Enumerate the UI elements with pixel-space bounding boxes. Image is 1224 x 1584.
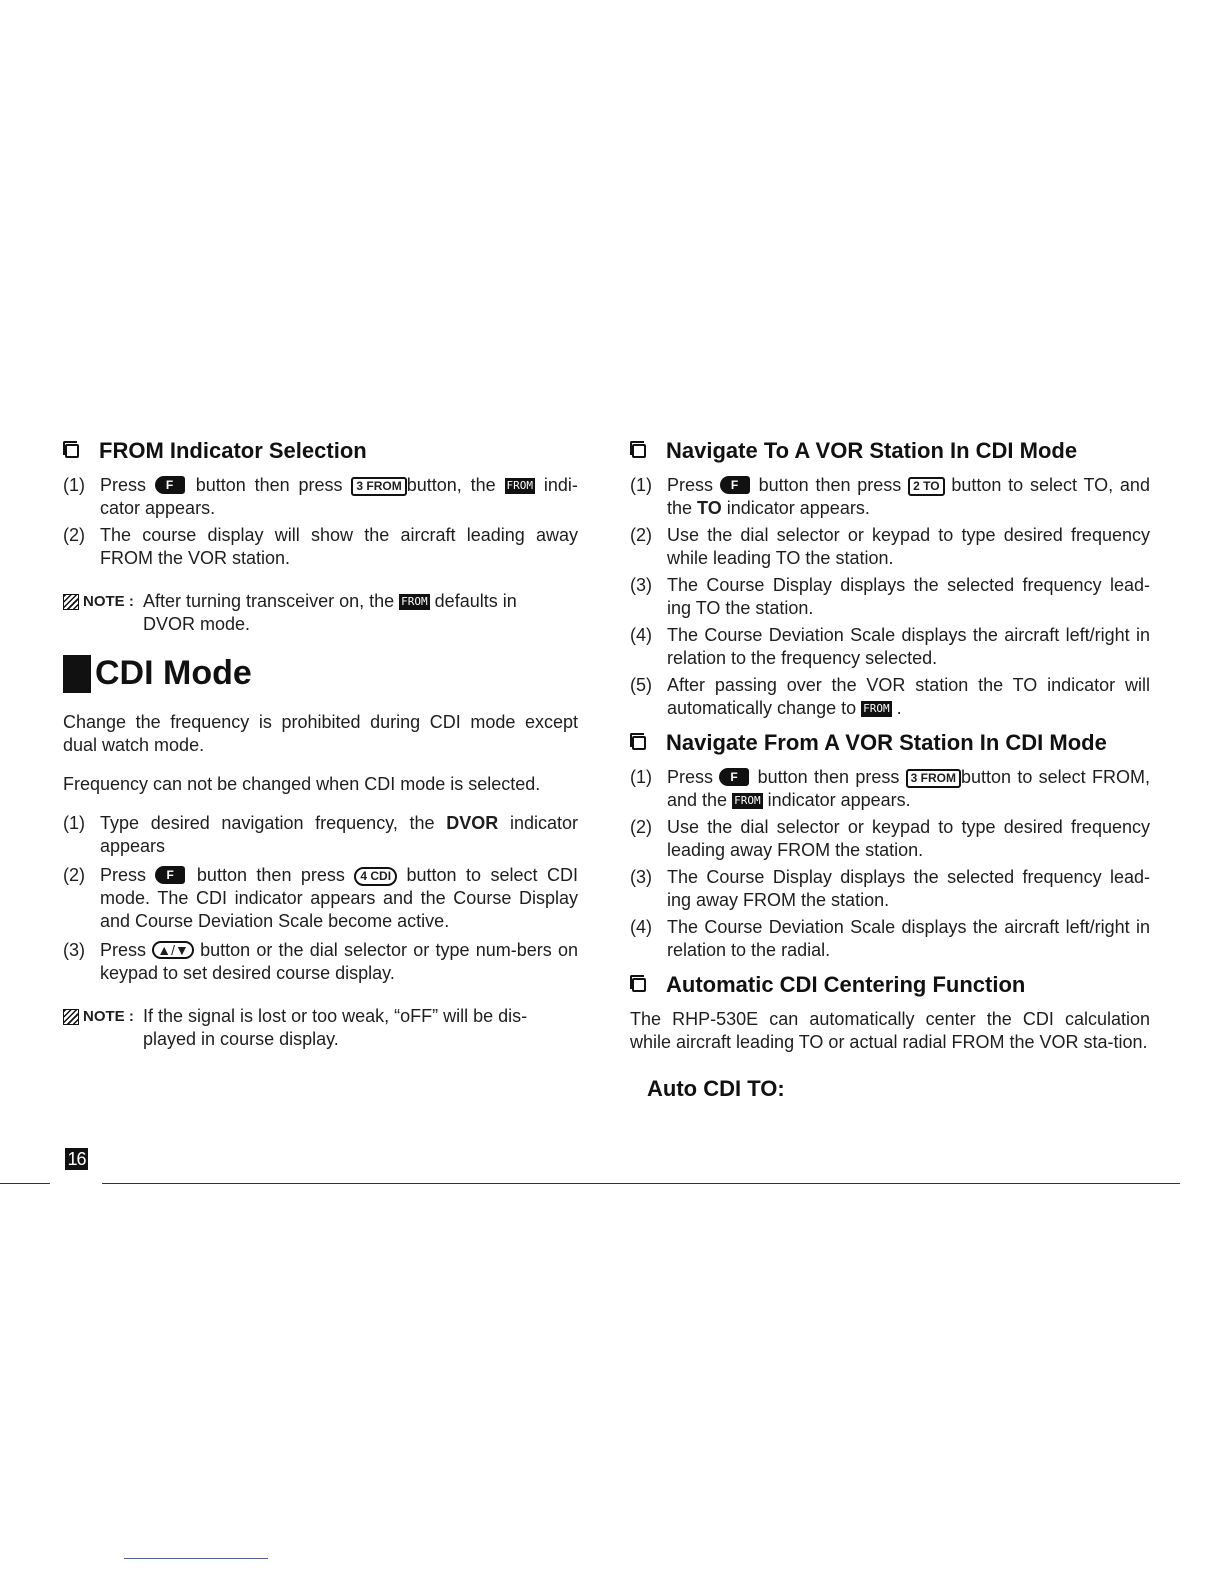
list-item: (2) Use the dial selector or keypad to type desired frequency leading away FROM the station. — [630, 817, 1150, 860]
note-icon — [63, 594, 79, 610]
cdi-paragraph-2: Frequency can not be changed when CDI mode is selected. — [63, 774, 541, 794]
list-item: (1) Press F button then press 3 FROM button to select FROM, and the FROM indicator appears. — [630, 766, 1150, 812]
from-indicator-icon: FROM — [506, 479, 534, 492]
right-column — [630, 436, 1150, 1102]
note-1: NOTE : After turning transceiver on, the FROM defaults in DVOR mode. — [63, 590, 578, 636]
f-key-icon — [720, 476, 750, 494]
navigate-to-steps — [630, 474, 1150, 720]
navigate-from-heading: Navigate From A VOR Station In CDI Mode — [630, 728, 1150, 758]
page-number: 16 — [65, 1148, 88, 1170]
f-key-icon — [155, 866, 185, 884]
list-item: (4) The Course Deviation Scale displays the aircraft left/right in relation to the radial. — [630, 917, 1150, 960]
footer-rule — [102, 1183, 1180, 1184]
list-item: (2) Press F button then press 4 CDI button to select CDI mode. The CDI indicator appears and the Course Display and Course Deviation Scale become active. — [63, 864, 578, 933]
to-key-icon: 2 TO — [908, 477, 944, 496]
list-item: (3) The Course Display displays the selected frequency lead-ing away FROM the station. — [630, 867, 1150, 910]
from-indicator-icon: FROM — [863, 702, 890, 715]
left-column — [63, 436, 578, 1051]
up-down-arrow-icon: ▲/▼ — [152, 941, 194, 959]
bottom-rule — [124, 1558, 268, 1559]
from-indicator-steps — [63, 474, 578, 570]
list-item: (4) The Course Deviation Scale displays the aircraft left/right in relation to the frequency selected. — [630, 625, 1150, 668]
list-item: (3) Press ▲/▼ button or the dial selector or type num-bers on keypad to set desired course display. — [63, 940, 578, 983]
list-item: (2) The course display will show the aircraft leading away FROM the VOR station. — [63, 525, 578, 568]
checkbox-bullet-icon — [63, 441, 83, 461]
checkbox-bullet-icon — [630, 975, 650, 995]
from-key-icon: 3 FROM — [906, 769, 961, 788]
f-key-icon — [155, 476, 185, 494]
footer-rule-left — [0, 1183, 50, 1184]
list-item: (2) Use the dial selector or keypad to type desired frequency while leading TO the station. — [630, 525, 1150, 568]
note-2: NOTE : If the signal is lost or too weak, “oFF” will be dis- played in course display. — [63, 1005, 578, 1051]
list-item: (1) Press F button then press 2 TO button to select TO, and the TO indicator appears. — [630, 474, 1150, 520]
cdi-paragraph-1: Change the frequency is prohibited during CDI mode except dual watch mode. — [63, 712, 578, 755]
section-bar-icon — [63, 655, 91, 693]
auto-cdi-heading: Automatic CDI Centering Function — [630, 970, 1150, 1000]
navigate-from-steps — [630, 766, 1150, 962]
cdi-mode-heading: CDI Mode — [63, 654, 578, 693]
from-indicator-icon: FROM — [401, 595, 428, 608]
from-key-icon: 3 FROM — [351, 477, 406, 496]
f-key-icon — [719, 768, 749, 786]
cdi-key-icon: 4 CDI — [354, 867, 397, 886]
list-item: (1) Type desired navigation frequency, the DVOR indicator appears — [63, 813, 578, 856]
list-item: (1) Press F button then press 3 FROM button, the FROM indi-cator appears. — [63, 474, 578, 520]
from-indicator-heading: FROM Indicator Selection — [63, 436, 578, 466]
checkbox-bullet-icon — [630, 733, 650, 753]
navigate-to-heading: Navigate To A VOR Station In CDI Mode — [630, 436, 1150, 466]
note-icon — [63, 1009, 79, 1025]
to-indicator-icon: TO — [697, 498, 722, 518]
list-item: (3) The Course Display displays the selected frequency lead-ing TO the station. — [630, 575, 1150, 618]
checkbox-bullet-icon — [630, 441, 650, 461]
auto-cdi-to-subheading: Auto CDI TO: — [647, 1076, 785, 1101]
list-item: (5) After passing over the VOR station the TO indicator will automatically change to FROM . — [630, 675, 1150, 718]
from-indicator-icon: FROM — [734, 794, 761, 807]
cdi-steps — [63, 812, 578, 985]
auto-cdi-paragraph: The RHP-530E can automatically center the CDI calculation while aircraft leading TO or actual radial FROM the VOR sta-tion. — [630, 1009, 1150, 1052]
